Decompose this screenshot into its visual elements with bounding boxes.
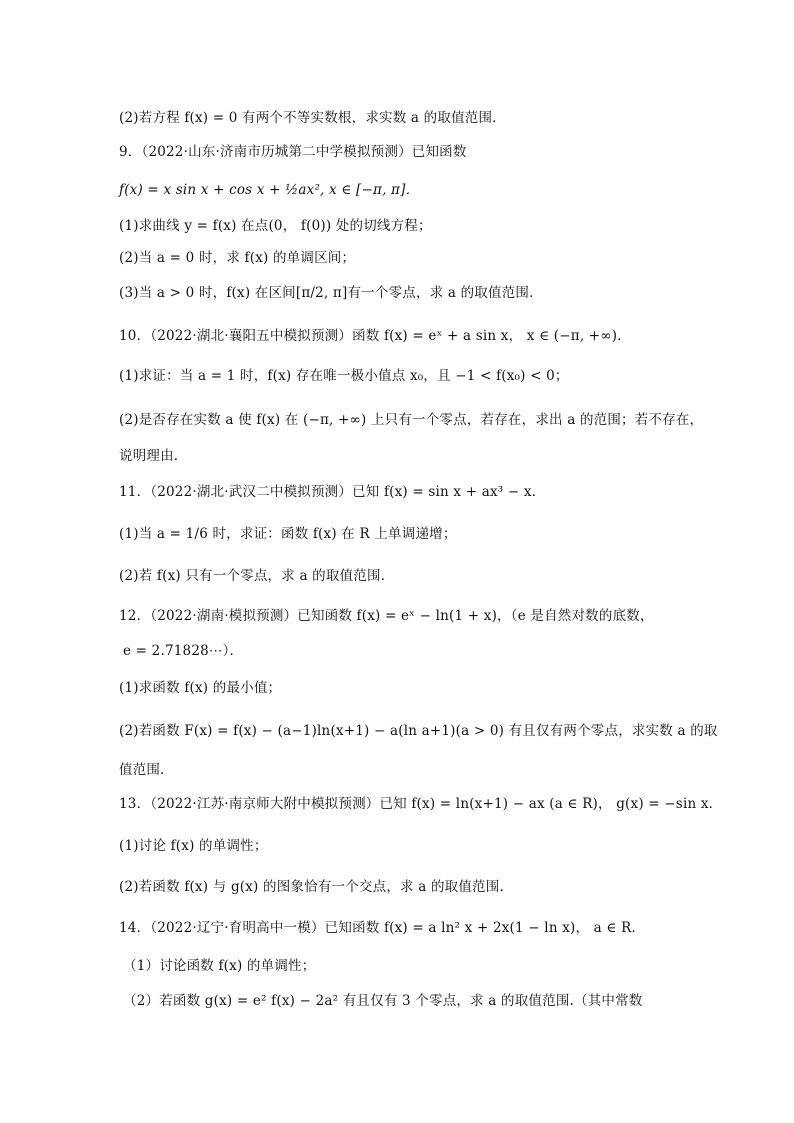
problem-13-heading: 13．（2022·江苏·南京师大附中模拟预测）已知 f(x) = ln(x+1) − ax (a ∈ R)， g(x) = −sin x． [119, 796, 723, 812]
problem-12-heading: 12．（2022·湖南·模拟预测）已知函数 f(x) = eˣ − ln(1 + x)，（e 是自然对数的底数， [119, 608, 654, 624]
problem-10-part-2: (2)是否存在实数 a 使 f(x) 在 (−π, +∞) 上只有一个零点，若存在，求出 a 的范围；若不存在， [119, 412, 704, 428]
problem-12-part-2: (2)若函数 F(x) = f(x) − (a−1)ln(x+1) − a(ln a+1)(a > 0) 有且仅有两个零点，求实数 a 的取 [119, 723, 718, 739]
problem-8-part-2: (2)若方程 f(x) = 0 有两个不等实数根，求实数 a 的取值范围． [119, 110, 506, 126]
problem-12-part-2-cont: 值范围． [119, 762, 174, 778]
problem-12-part-1: (1)求函数 f(x) 的最小值； [119, 680, 282, 696]
problem-11-part-1: (1)当 a = 1/6 时，求证：函数 f(x) 在 R 上单调递增； [119, 526, 457, 542]
problem-14-part-2: （2）若函数 g(x) = e² f(x) − 2a² 有且仅有 3 个零点，求 a 的取值范围.（其中常数 [123, 993, 643, 1009]
problem-10-part-1: (1)求证：当 a = 1 时，f(x) 存在唯一极小值点 x₀，且 −1 < f(x₀) < 0； [119, 368, 569, 384]
problem-13-part-2: (2)若函数 f(x) 与 g(x) 的图象恰有一个交点，求 a 的取值范围. [119, 879, 504, 895]
problem-11-part-2: (2)若 f(x) 只有一个零点，求 a 的取值范围. [119, 568, 386, 584]
problem-9-part-2: (2)当 a = 0 时，求 f(x) 的单调区间； [119, 250, 356, 266]
problem-14-heading: 14．（2022·辽宁·育明高中一模）已知函数 f(x) = a ln² x + 2x(1 − ln x)， a ∈ R． [119, 920, 646, 936]
problem-9-part-1: (1)求曲线 y = f(x) 在点(0， f(0)) 处的切线方程； [119, 218, 432, 234]
problem-10-heading: 10．（2022·湖北·襄阳五中模拟预测）函数 f(x) = eˣ + a sin x， x ∈ (−π, +∞)． [119, 328, 631, 344]
problem-14-part-1: （1）讨论函数 f(x) 的单调性； [123, 958, 316, 974]
problem-11-heading: 11．（2022·湖北·武汉二中模拟预测）已知 f(x) = sin x + ax³ − x． [119, 484, 546, 500]
problem-12-heading-cont: e = 2.71828⋯）． [123, 643, 244, 659]
problem-10-part-2-cont: 说明理由. [119, 448, 179, 464]
problem-9-part-3: (3)当 a > 0 时，f(x) 在区间[π/2, π]有一个零点，求 a 的取值范围． [119, 285, 543, 301]
problem-13-part-1: (1)讨论 f(x) 的单调性； [119, 838, 268, 854]
problem-9-formula: f(x) = x sin x + cos x + ½ax², x ∈ [−π, π]． [119, 182, 420, 198]
problem-9-heading: 9．（2022·山东·济南市历城第二中学模拟预测）已知函数 [119, 144, 467, 160]
